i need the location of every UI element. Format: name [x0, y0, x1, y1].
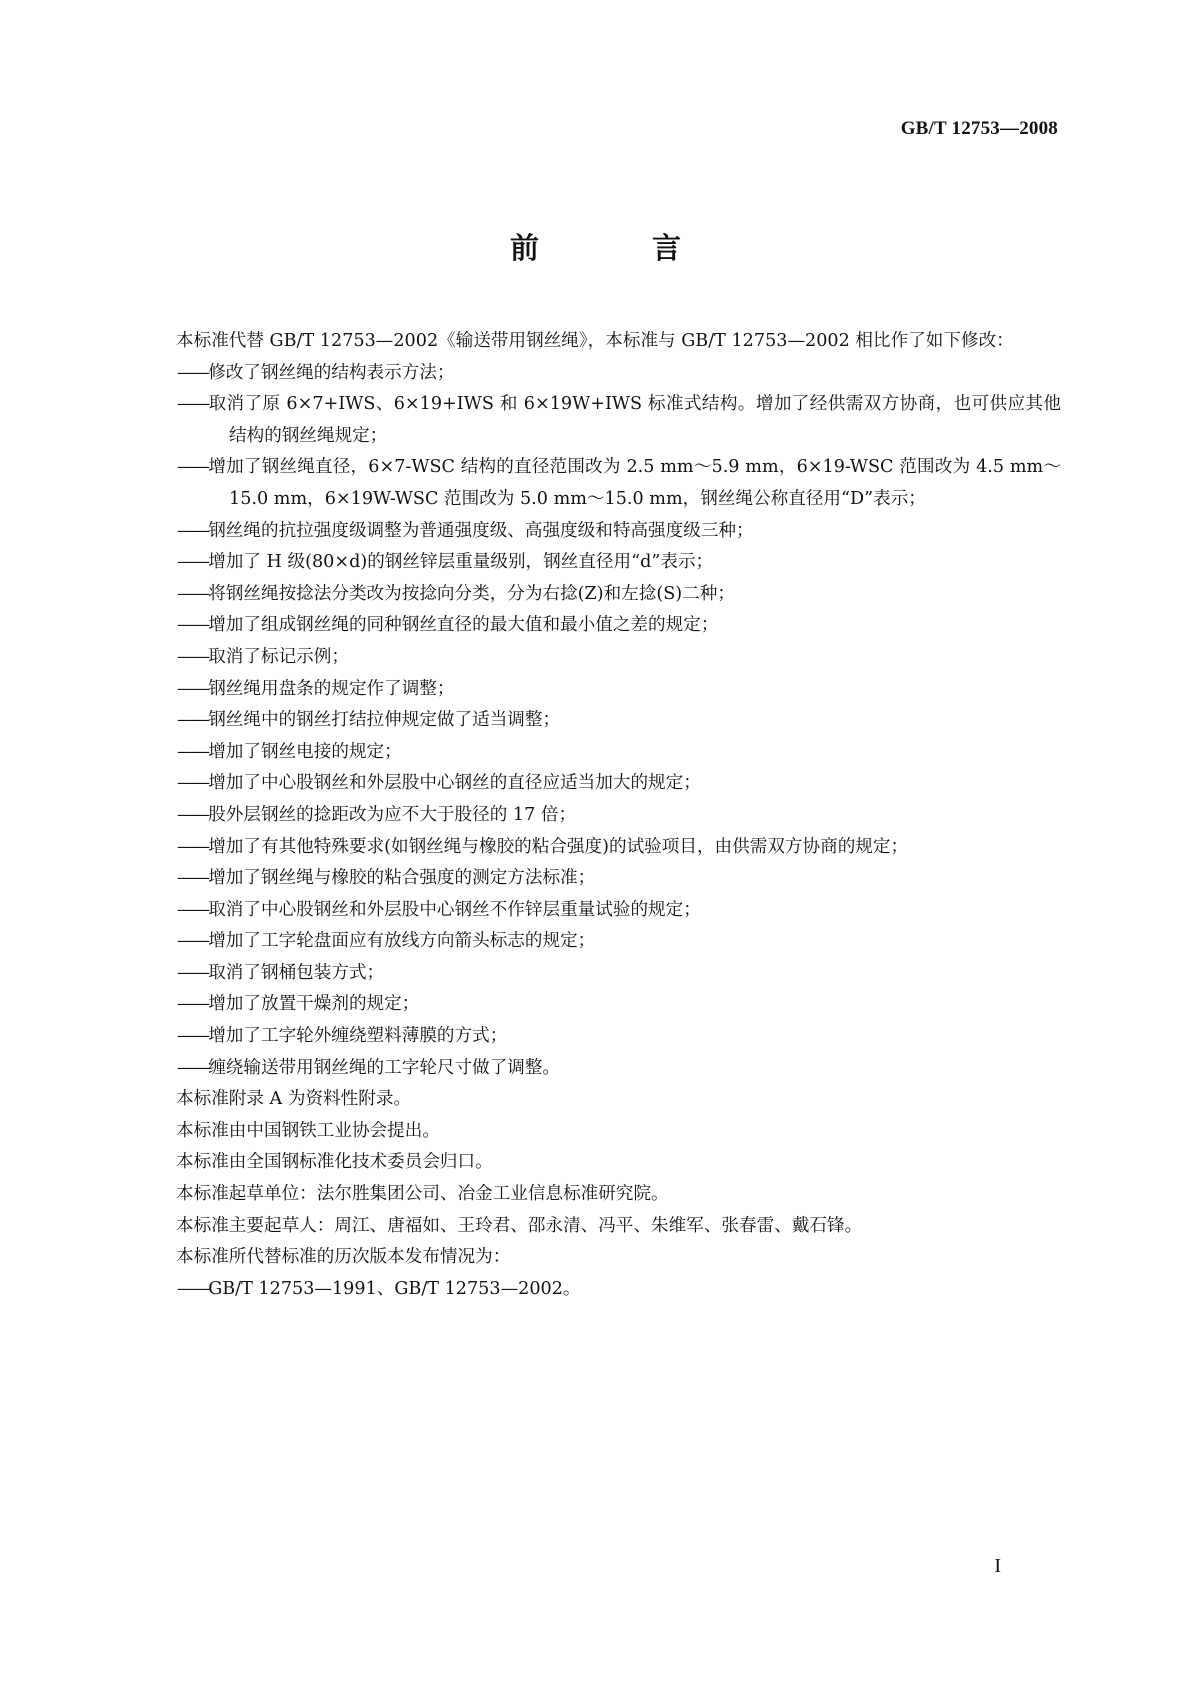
change-item: —— 增加了放置干燥剂的规定；	[141, 989, 1061, 1021]
change-item: —— 增加了工字轮外缠绕塑料薄膜的方式；	[141, 1021, 1061, 1053]
change-item: —— 将钢丝绳按捻法分类改为按捻向分类，分为右捻(Z)和左捻(S)二种；	[141, 579, 1061, 611]
change-list	[141, 358, 1061, 1085]
standard-code-header: GB/T 12753—2008	[900, 118, 1058, 139]
change-item: —— 股外层钢丝的捻距改为应不大于股径的 17 倍；	[141, 800, 1061, 832]
change-item: —— 增加了中心股钢丝和外层股中心钢丝的直径应适当加大的规定；	[141, 768, 1061, 800]
change-item: —— 修改了钢丝绳的结构表示方法；	[141, 358, 1061, 390]
change-item: —— 取消了钢桶包装方式；	[141, 958, 1061, 990]
intro-paragraph: 本标准代替 GB/T 12753—2002《输送带用钢丝绳》，本标准与 GB/T 12753—2002 相比作了如下修改：	[176, 331, 1014, 351]
change-item: —— 增加了有其他特殊要求(如钢丝绳与橡胶的粘合强度)的试验项目，由供需双方协商的规定；	[141, 832, 1061, 864]
change-item: —— 取消了标记示例；	[141, 642, 1061, 674]
change-item: —— 钢丝绳用盘条的规定作了调整；	[141, 674, 1061, 706]
change-item: —— 增加了钢丝绳与橡胶的粘合强度的测定方法标准；	[141, 863, 1061, 895]
drafting-units: 本标准起草单位：法尔胜集团公司、冶金工业信息标准研究院。	[176, 1184, 669, 1205]
foreword-content	[141, 326, 1061, 1305]
managed-by: 本标准由全国钢标准化技术委员会归口。	[176, 1152, 493, 1173]
change-item: —— 取消了中心股钢丝和外层股中心钢丝不作锌层重量试验的规定；	[141, 895, 1061, 927]
change-item: —— 增加了 H 级(80×d)的钢丝锌层重量级别，钢丝直径用“d”表示；	[141, 547, 1061, 579]
history-item: —— GB/T 12753—1991、GB/T 12753—2002。	[141, 1274, 1061, 1306]
change-item: —— 取消了原 6×7+IWS、6×19+IWS 和 6×19W+IWS 标准式结构。增加了经供需双方协商，也可供应其他结构的钢丝绳规定；	[141, 389, 1061, 452]
change-item: —— 增加了钢丝绳直径，6×7-WSC 结构的直径范围改为 2.5 mm～5.9 mm，6×19-WSC 范围改为 4.5 mm～15.0 mm，6×19W-WSC 范围改为 5.0 mm～15.0 mm，钢丝绳公称直径用“D”表示；	[141, 452, 1061, 515]
page-number: I	[994, 1555, 1001, 1577]
change-item: —— 增加了工字轮盘面应有放线方向箭头标志的规定；	[141, 926, 1061, 958]
history-list	[141, 1274, 1061, 1306]
page-title: 前 言	[509, 231, 723, 265]
appendix-note: 本标准附录 A 为资料性附录。	[176, 1089, 412, 1110]
change-item: —— 钢丝绳的抗拉强度级调整为普通强度级、高强度级和特高强度级三种；	[141, 516, 1061, 548]
history-intro: 本标准所代替标准的历次版本发布情况为：	[176, 1247, 511, 1268]
change-item: —— 增加了钢丝电接的规定；	[141, 737, 1061, 769]
change-item: —— 增加了组成钢丝绳的同种钢丝直径的最大值和最小值之差的规定；	[141, 610, 1061, 642]
proposed-by: 本标准由中国钢铁工业协会提出。	[176, 1120, 440, 1141]
drafters: 本标准主要起草人：周江、唐福如、王玲君、邵永清、冯平、朱维军、张春雷、戴石锋。	[176, 1215, 863, 1236]
change-item: —— 钢丝绳中的钢丝打结拉伸规定做了适当调整；	[141, 705, 1061, 737]
change-item: —— 缠绕输送带用钢丝绳的工字轮尺寸做了调整。	[141, 1053, 1061, 1085]
